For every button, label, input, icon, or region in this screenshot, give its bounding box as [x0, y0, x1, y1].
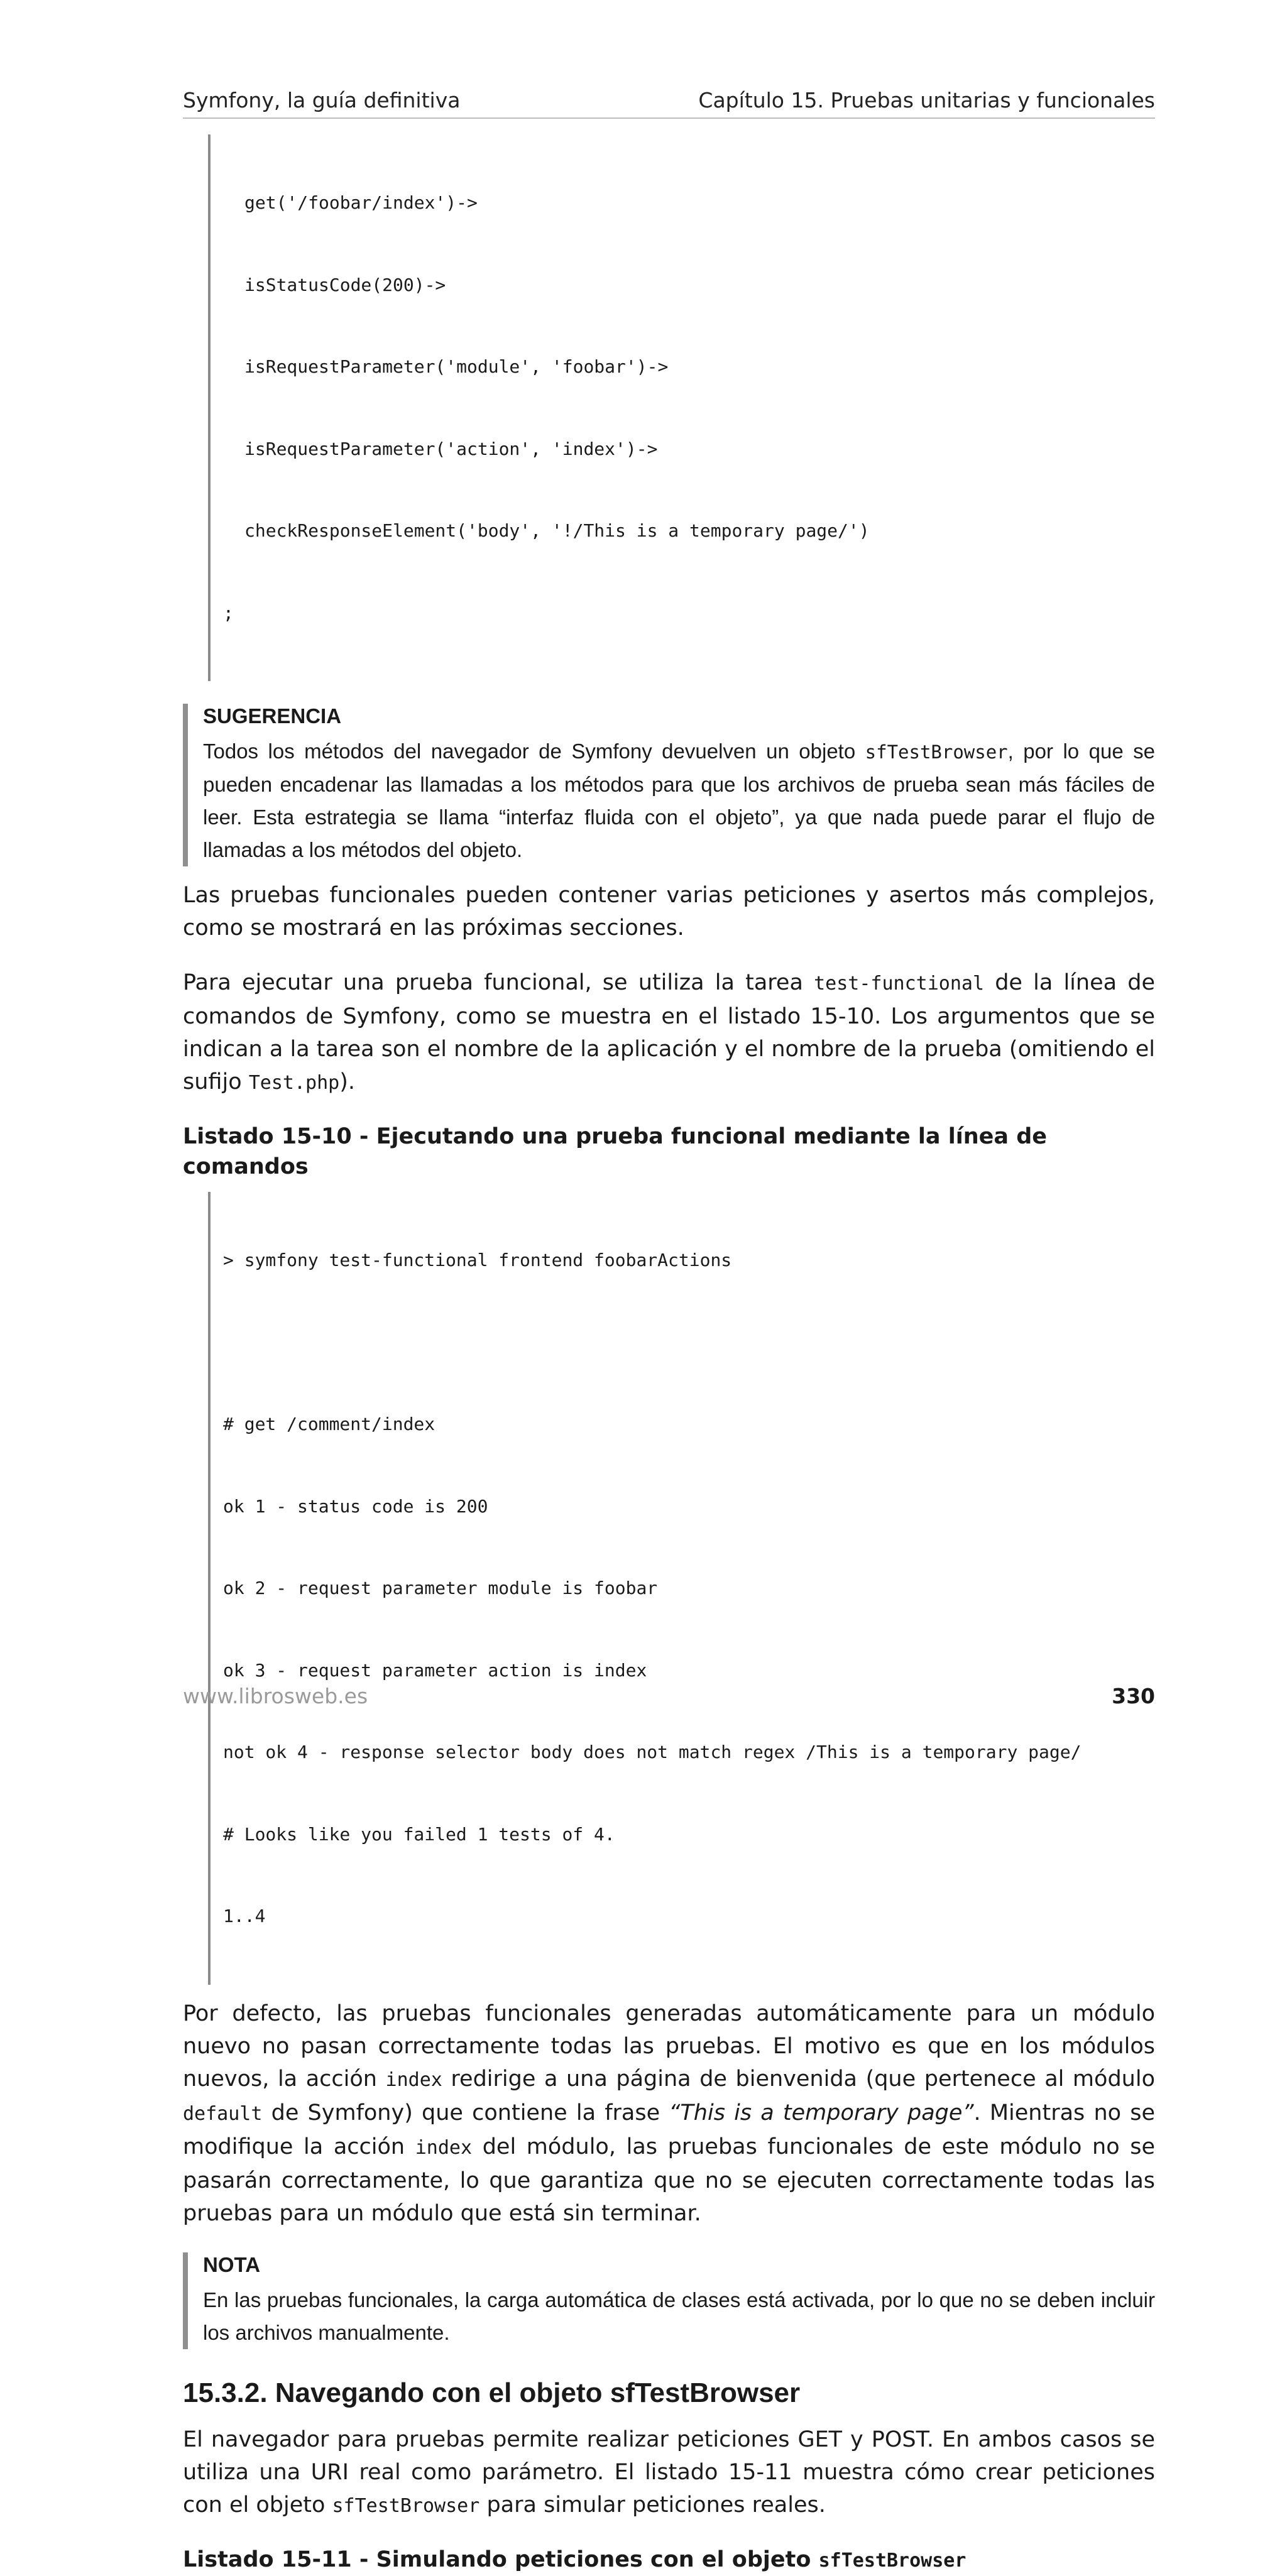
paragraph: [183, 2423, 1155, 2523]
tip-body: [203, 735, 1155, 866]
code-line: ok 3 - request parameter action is index: [223, 1659, 647, 1681]
tip-text: Todos los métodos del navegador de Symfony devuelven un objeto: [203, 740, 865, 763]
code-block-listing-15-10: [208, 1192, 1155, 1985]
code-line: ok 2 - request parameter module is foobar: [223, 1578, 658, 1598]
page-number: 330: [1112, 1684, 1155, 1708]
inline-code: index: [415, 2136, 473, 2159]
paragraph-text: . Mientras no se modifique la acción: [183, 2100, 1155, 2159]
code-line: # get /comment/index: [223, 1414, 435, 1434]
paragraph-text: del módulo, las pruebas funcionales de este módulo no se pasarán correctamente, lo que garantiza que no se ejecuten correctamente todas las pruebas para un módulo que está sin terminar.: [183, 2134, 1156, 2226]
code-line: isRequestParameter('module', 'foobar')->: [244, 356, 669, 377]
paragraph-text: El navegador para pruebas permite realizar peticiones GET y POST. En ambos casos se utiliza una URI real como parámetro. El listado 15-11 muestra cómo crear peticiones con el objeto: [183, 2426, 1155, 2518]
section-heading: 15.3.2. Navegando con el objeto sfTestBrowser: [183, 2377, 801, 2408]
inline-code: sfTestBrowser: [865, 741, 1008, 763]
paragraph-text: Para ejecutar una prueba funcional, se utiliza la tarea: [183, 970, 814, 995]
header-book-title: Symfony, la guía definitiva: [183, 88, 461, 112]
paragraph-text: de Symfony) que contiene la frase: [262, 2100, 669, 2126]
paragraph: [183, 1997, 1155, 2230]
inline-code: test-functional: [814, 973, 985, 995]
paragraph: Las pruebas funcionales pueden contener varias peticiones y asertos más complejos, como se mostrará en las próximas secciones.: [183, 883, 1155, 941]
listing-title-text: Listado 15-11 - Simulando peticiones con el objeto: [183, 2546, 819, 2572]
code-line: isStatusCode(200)->: [244, 274, 446, 295]
code-block-test-chain: [208, 134, 1155, 681]
note-body: En las pruebas funcionales, la carga automática de clases está activada, por lo que no se deben incluir los archivos manualmente.: [203, 2288, 1155, 2344]
footer-url[interactable]: www.librosweb.es: [183, 1684, 368, 1708]
paragraph-text: redirige a una página de bienvenida (que pertenece al módulo: [442, 2066, 1155, 2092]
paragraph-text: de la línea de comandos de Symfony, como se muestra en el listado 15-10. Los argumentos que se indican a la tarea son el nombre de la aplicación y el nombre de la prueba (omitiendo el sufijo: [183, 970, 1155, 1094]
code-line: isRequestParameter('action', 'index')->: [244, 438, 658, 459]
code-line: ok 1 - status code is 200: [223, 1495, 488, 1517]
paragraph-text: ).: [339, 1069, 356, 1094]
note-title: NOTA: [203, 2252, 261, 2276]
code-line: get('/foobar/index')->: [244, 192, 478, 213]
code-line: 1..4: [223, 1906, 266, 1926]
running-header: [183, 88, 1155, 119]
header-chapter-title: Capítulo 15. Pruebas unitarias y funcionales: [698, 88, 1155, 112]
code-line: checkResponseElement('body', '!/This is a temporary page/'): [244, 520, 870, 541]
paragraph: [183, 966, 1155, 1100]
tip-callout: [183, 704, 1155, 866]
code-line: not ok 4 - response selector body does not match regex /This is a temporary page/: [223, 1742, 1082, 1762]
inline-code: sfTestBrowser: [818, 2549, 967, 2572]
page: [183, 88, 1155, 2576]
code-line: ;: [223, 602, 234, 623]
tip-text: , por lo que se pueden encadenar las llamadas a los métodos para que los archivos de prueba sean más fáciles de leer. Esta estrategia se llama “interfaz fluida con el objeto”, ya que nada puede parar el flujo de llamadas a los métodos del objeto.: [203, 740, 1155, 861]
inline-code: sfTestBrowser: [332, 2494, 480, 2517]
inline-code: default: [183, 2102, 263, 2125]
paragraph-text: Por defecto, las pruebas funcionales generadas automáticamente para un módulo nuevo no pasan correctamente todas las pruebas. El motivo es que en los módulos nuevos, la acción: [183, 2000, 1155, 2092]
listing-15-11-title: [183, 2545, 1155, 2576]
inline-code: index: [385, 2068, 442, 2091]
emphasis-text: “This is a temporary page”: [669, 2100, 974, 2126]
tip-title: SUGERENCIA: [203, 704, 342, 728]
listing-15-10-title: Listado 15-10 - Ejecutando una prueba funcional mediante la línea de comandos: [183, 1124, 1047, 1179]
code-line: > symfony test-functional frontend foobarActions: [223, 1250, 732, 1270]
note-callout: [183, 2252, 1155, 2349]
code-line: [223, 1329, 1155, 1356]
page-footer: [183, 1684, 1155, 1708]
inline-code: Test.php: [248, 1072, 340, 1094]
code-line: # Looks like you failed 1 tests of 4.: [223, 1823, 615, 1845]
paragraph-text: para simular peticiones reales.: [479, 2492, 826, 2518]
